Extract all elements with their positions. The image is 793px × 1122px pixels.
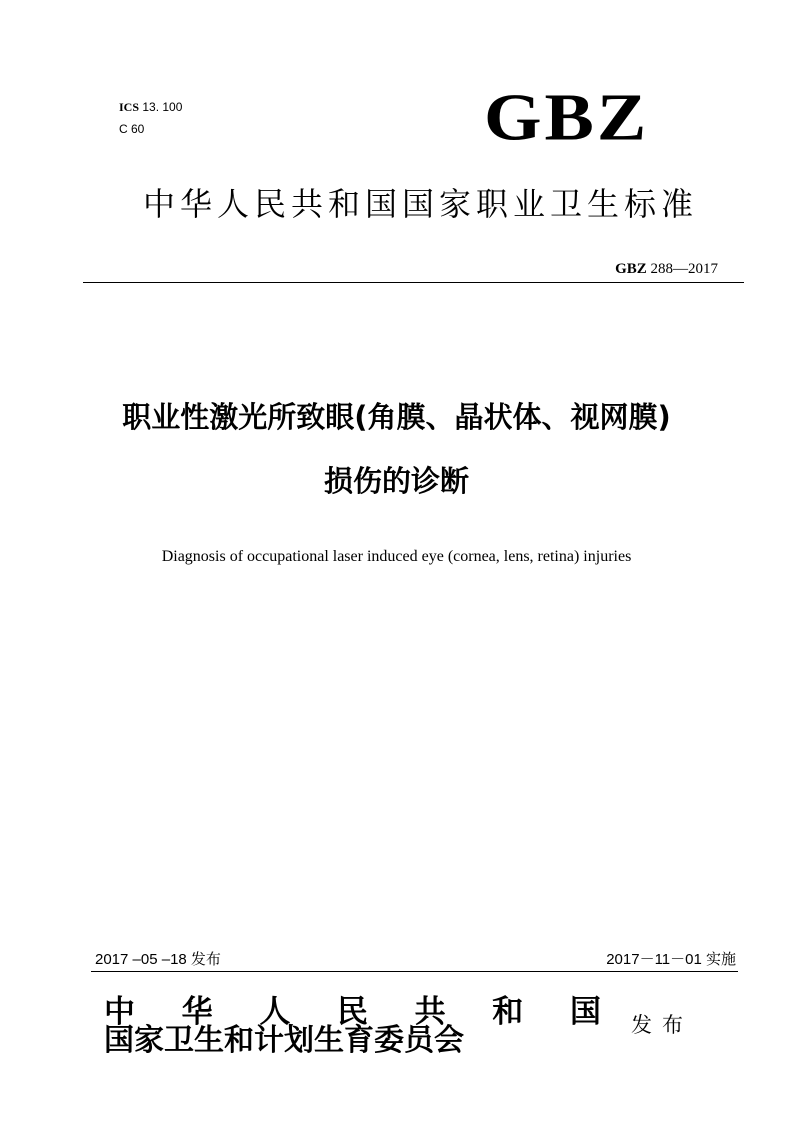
ccs-code: C 60 [119, 122, 145, 136]
standard-number-prefix: GBZ [615, 261, 647, 277]
header-divider [83, 282, 744, 283]
standard-number-value: 288—2017 [650, 261, 718, 277]
issuer-char: 和 [492, 994, 524, 1030]
issuer-char: 华 [181, 994, 213, 1030]
ics-code [119, 99, 182, 115]
ics-label: ICS [119, 100, 140, 114]
issuer-char: 中 [104, 994, 135, 1030]
issuer-action: 发布 [631, 1013, 693, 1037]
gbz-logo: GBZ [484, 80, 650, 155]
issuer-char: 国 [569, 994, 601, 1030]
issuer-line2: 国家卫生和计划生育委员会 [104, 1023, 464, 1058]
title-en: Diagnosis of occupational laser induced eye (cornea, lens, retina) injuries [161, 548, 632, 565]
issuer-char: 人 [259, 994, 291, 1030]
footer-divider [91, 971, 738, 972]
title-cn-line2: 损伤的诊断 [323, 464, 469, 498]
issue-date: 2017 –05 –18 发布 [95, 951, 221, 968]
ics-number: 13. 100 [142, 100, 183, 114]
issuer-char: 共 [414, 994, 446, 1030]
issuer-char: 民 [336, 994, 368, 1030]
standard-number [615, 259, 718, 279]
title-cn-line1: 职业性激光所致眼(角膜、晶状体、视网膜) [122, 400, 671, 434]
implementation-date: 2017－11－01 实施 [606, 951, 736, 968]
standard-category: 中华人民共和国国家职业卫生标准 [142, 185, 698, 223]
